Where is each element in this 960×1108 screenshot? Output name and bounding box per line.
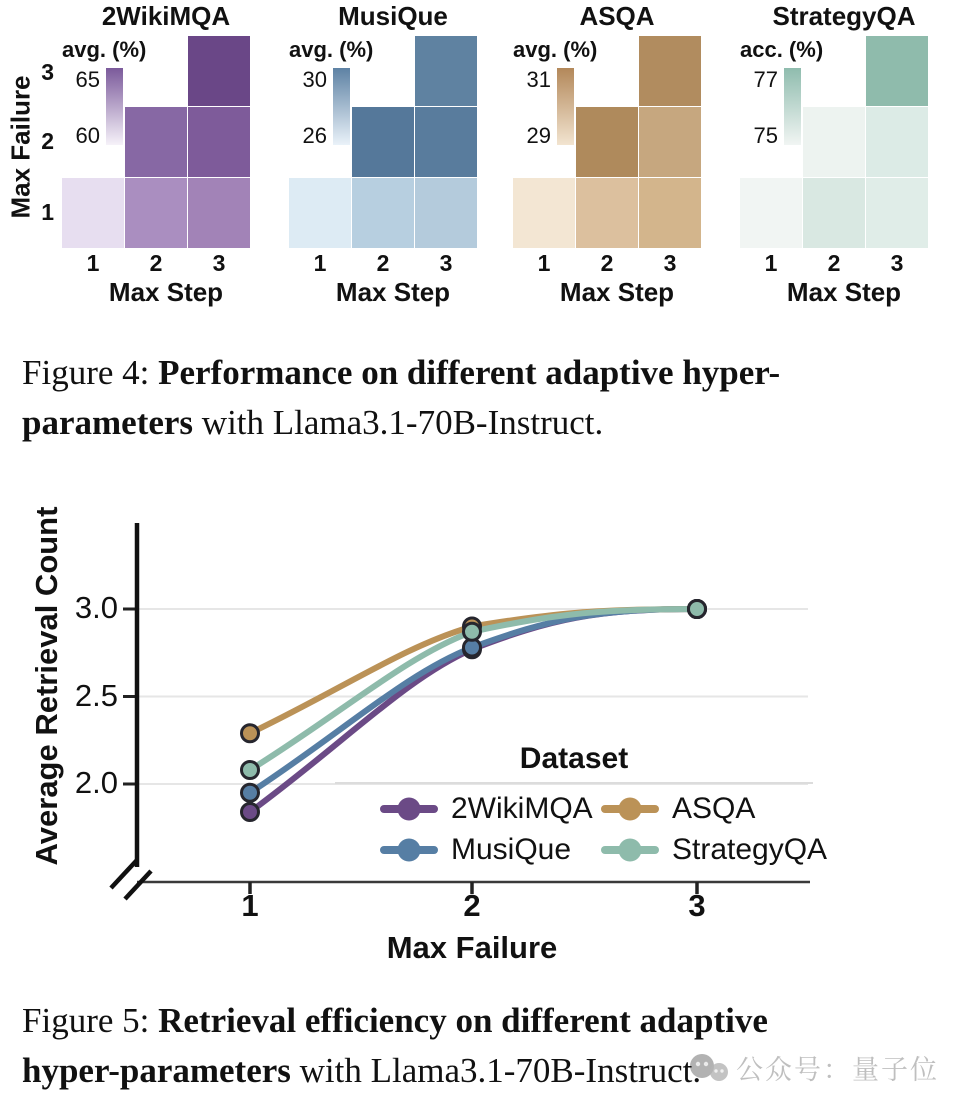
heatmap-cell: [415, 36, 477, 106]
heatmap-x-tick: 3: [439, 250, 453, 276]
caption-bold: Retrieval efficiency on different adaptive: [158, 1001, 768, 1040]
heatmap-cell: [415, 107, 477, 177]
legend-title: Dataset: [519, 742, 629, 775]
legend-swatch: [380, 805, 438, 813]
colorbar-lo-tick: 26: [302, 123, 327, 148]
heatmap-cell: [352, 107, 414, 177]
data-point-2WikiMQA: [242, 804, 259, 821]
heatmap-cell: [866, 178, 928, 248]
heatmap-cell: [639, 107, 701, 177]
y-tick-label: 2.5: [74, 678, 118, 713]
caption-label: Figure 5:: [22, 1001, 159, 1040]
figure4-heatmaps: [0, 0, 960, 316]
colorbar-hi-tick: 30: [302, 67, 327, 92]
legend-divider: [335, 782, 813, 784]
legend-entries: [335, 788, 828, 870]
heatmap-x-axis-title: Max Step: [335, 277, 451, 307]
x-tick-label: 1: [241, 888, 259, 923]
data-point-StrategyQA: [464, 623, 481, 640]
colorbar-lo-tick: 29: [526, 123, 551, 148]
colorbar: [784, 68, 801, 145]
data-point-MusiQue: [242, 784, 259, 801]
panel-title: ASQA: [579, 1, 655, 31]
heatmap-x-tick: 1: [86, 250, 100, 276]
heatmap-cell: [188, 107, 250, 177]
data-point-StrategyQA: [242, 762, 259, 779]
heatmap-y-tick: 3: [41, 59, 54, 85]
colorbar-hi-tick: 77: [753, 67, 778, 92]
heatmap-cell: [415, 178, 477, 248]
colorbar-lo-tick: 75: [753, 123, 778, 148]
heatmap-grid: [62, 36, 250, 248]
legend-entry-asqa: [563, 788, 813, 829]
y-tick-label: 2.0: [74, 765, 118, 800]
caption-label: Figure 4:: [22, 353, 159, 392]
heatmap-cell: [576, 178, 638, 248]
heatmap-cell: [803, 107, 865, 177]
y-axis-title: Average Retrieval Count: [29, 506, 64, 866]
legend-swatch: [601, 805, 659, 813]
y-tick-label: 3.0: [74, 590, 118, 625]
heatmap-cell: [513, 178, 575, 248]
legend-label: ASQA: [672, 791, 756, 825]
legend-entry-musique: [335, 829, 572, 870]
heatmap-cell: [352, 178, 414, 248]
heatmap-grid: [289, 36, 477, 248]
x-tick-label: 2: [463, 888, 481, 923]
colorbar-hi-tick: 31: [526, 67, 551, 92]
axis-break: [125, 871, 151, 899]
caption-bold: parameters: [22, 403, 194, 442]
watermark-text: 公众号：量子位: [736, 1055, 939, 1085]
legend-swatch: [380, 846, 438, 854]
colorbar: [106, 68, 123, 145]
heatmap-y-tick: 1: [41, 199, 54, 225]
heatmap-panel-strategyqa: [740, 0, 928, 310]
caption-bold: Performance on different adaptive hyper-: [158, 353, 781, 392]
heatmap-cell: [188, 178, 250, 248]
colorbar-label: acc. (%): [740, 37, 824, 62]
x-axis-title: Max Failure: [386, 930, 558, 965]
heatmap-x-tick: 1: [537, 250, 551, 276]
heatmap-x-tick: 1: [313, 250, 327, 276]
heatmap-cell: [639, 178, 701, 248]
panel-title: StrategyQA: [772, 1, 916, 31]
heatmap-x-tick: 2: [600, 250, 614, 276]
x-tick-label: 3: [688, 888, 706, 923]
colorbar: [557, 68, 574, 145]
heatmap-x-tick: 2: [376, 250, 390, 276]
legend-label: MusiQue: [451, 832, 572, 866]
colorbar-label: avg. (%): [289, 37, 374, 62]
legend-label: StrategyQA: [672, 832, 828, 866]
heatmap-cell: [803, 178, 865, 248]
caption-bold: hyper-parameters: [22, 1051, 291, 1090]
figure5-caption: [22, 996, 952, 1096]
heatmap-cell: [125, 178, 187, 248]
heatmap-y-axis-title: Max Failure: [5, 75, 36, 219]
data-point-StrategyQA: [689, 601, 706, 618]
heatmap-x-tick: 3: [663, 250, 677, 276]
figure4-caption: [22, 348, 952, 448]
legend-swatch: [601, 846, 659, 854]
colorbar-hi-tick: 65: [75, 67, 100, 92]
colorbar-label: avg. (%): [513, 37, 598, 62]
heatmap-y-tick: 2: [41, 128, 54, 154]
panel-title: 2WikiMQA: [101, 1, 231, 31]
heatmap-cell: [188, 36, 250, 106]
heatmap-x-tick: 2: [149, 250, 163, 276]
colorbar-lo-tick: 60: [75, 123, 100, 148]
heatmap-cell: [62, 178, 124, 248]
heatmap-cell: [125, 107, 187, 177]
heatmap-cell: [289, 178, 351, 248]
heatmap-x-axis-title: Max Step: [108, 277, 224, 307]
legend-label: 2WikiMQA: [451, 791, 593, 825]
chart-legend: [335, 742, 828, 870]
heatmap-panel-asqa: [513, 0, 701, 310]
heatmap-x-tick: 3: [212, 250, 226, 276]
colorbar-label: avg. (%): [62, 37, 147, 62]
colorbar: [333, 68, 350, 145]
heatmap-panel-musique: [289, 0, 477, 310]
heatmap-cell: [576, 107, 638, 177]
legend-entry-strategyqa: [563, 829, 828, 870]
figure5-line-chart: [0, 490, 960, 965]
heatmap-cell: [866, 36, 928, 106]
caption-text: with Llama3.1-70B-Instruct.: [193, 403, 604, 442]
heatmap-x-tick: 3: [890, 250, 904, 276]
heatmap-cell: [740, 178, 802, 248]
heatmap-x-tick: 2: [827, 250, 841, 276]
heatmap-grid: [740, 36, 928, 248]
heatmap-x-axis-title: Max Step: [559, 277, 675, 307]
legend-entry-2wikimqa: [335, 788, 593, 829]
heatmap-x-axis-title: Max Step: [786, 277, 902, 307]
heatmap-x-tick: 1: [764, 250, 778, 276]
heatmap-cell: [866, 107, 928, 177]
data-point-ASQA: [242, 725, 259, 742]
heatmap-grid: [513, 36, 701, 248]
axis-break: [111, 860, 137, 888]
heatmap-panel-2wikimqa: [62, 0, 250, 310]
caption-text: with Llama3.1-70B-Instruct.: [290, 1051, 702, 1090]
heatmap-cell: [639, 36, 701, 106]
panel-title: MusiQue: [338, 1, 448, 31]
